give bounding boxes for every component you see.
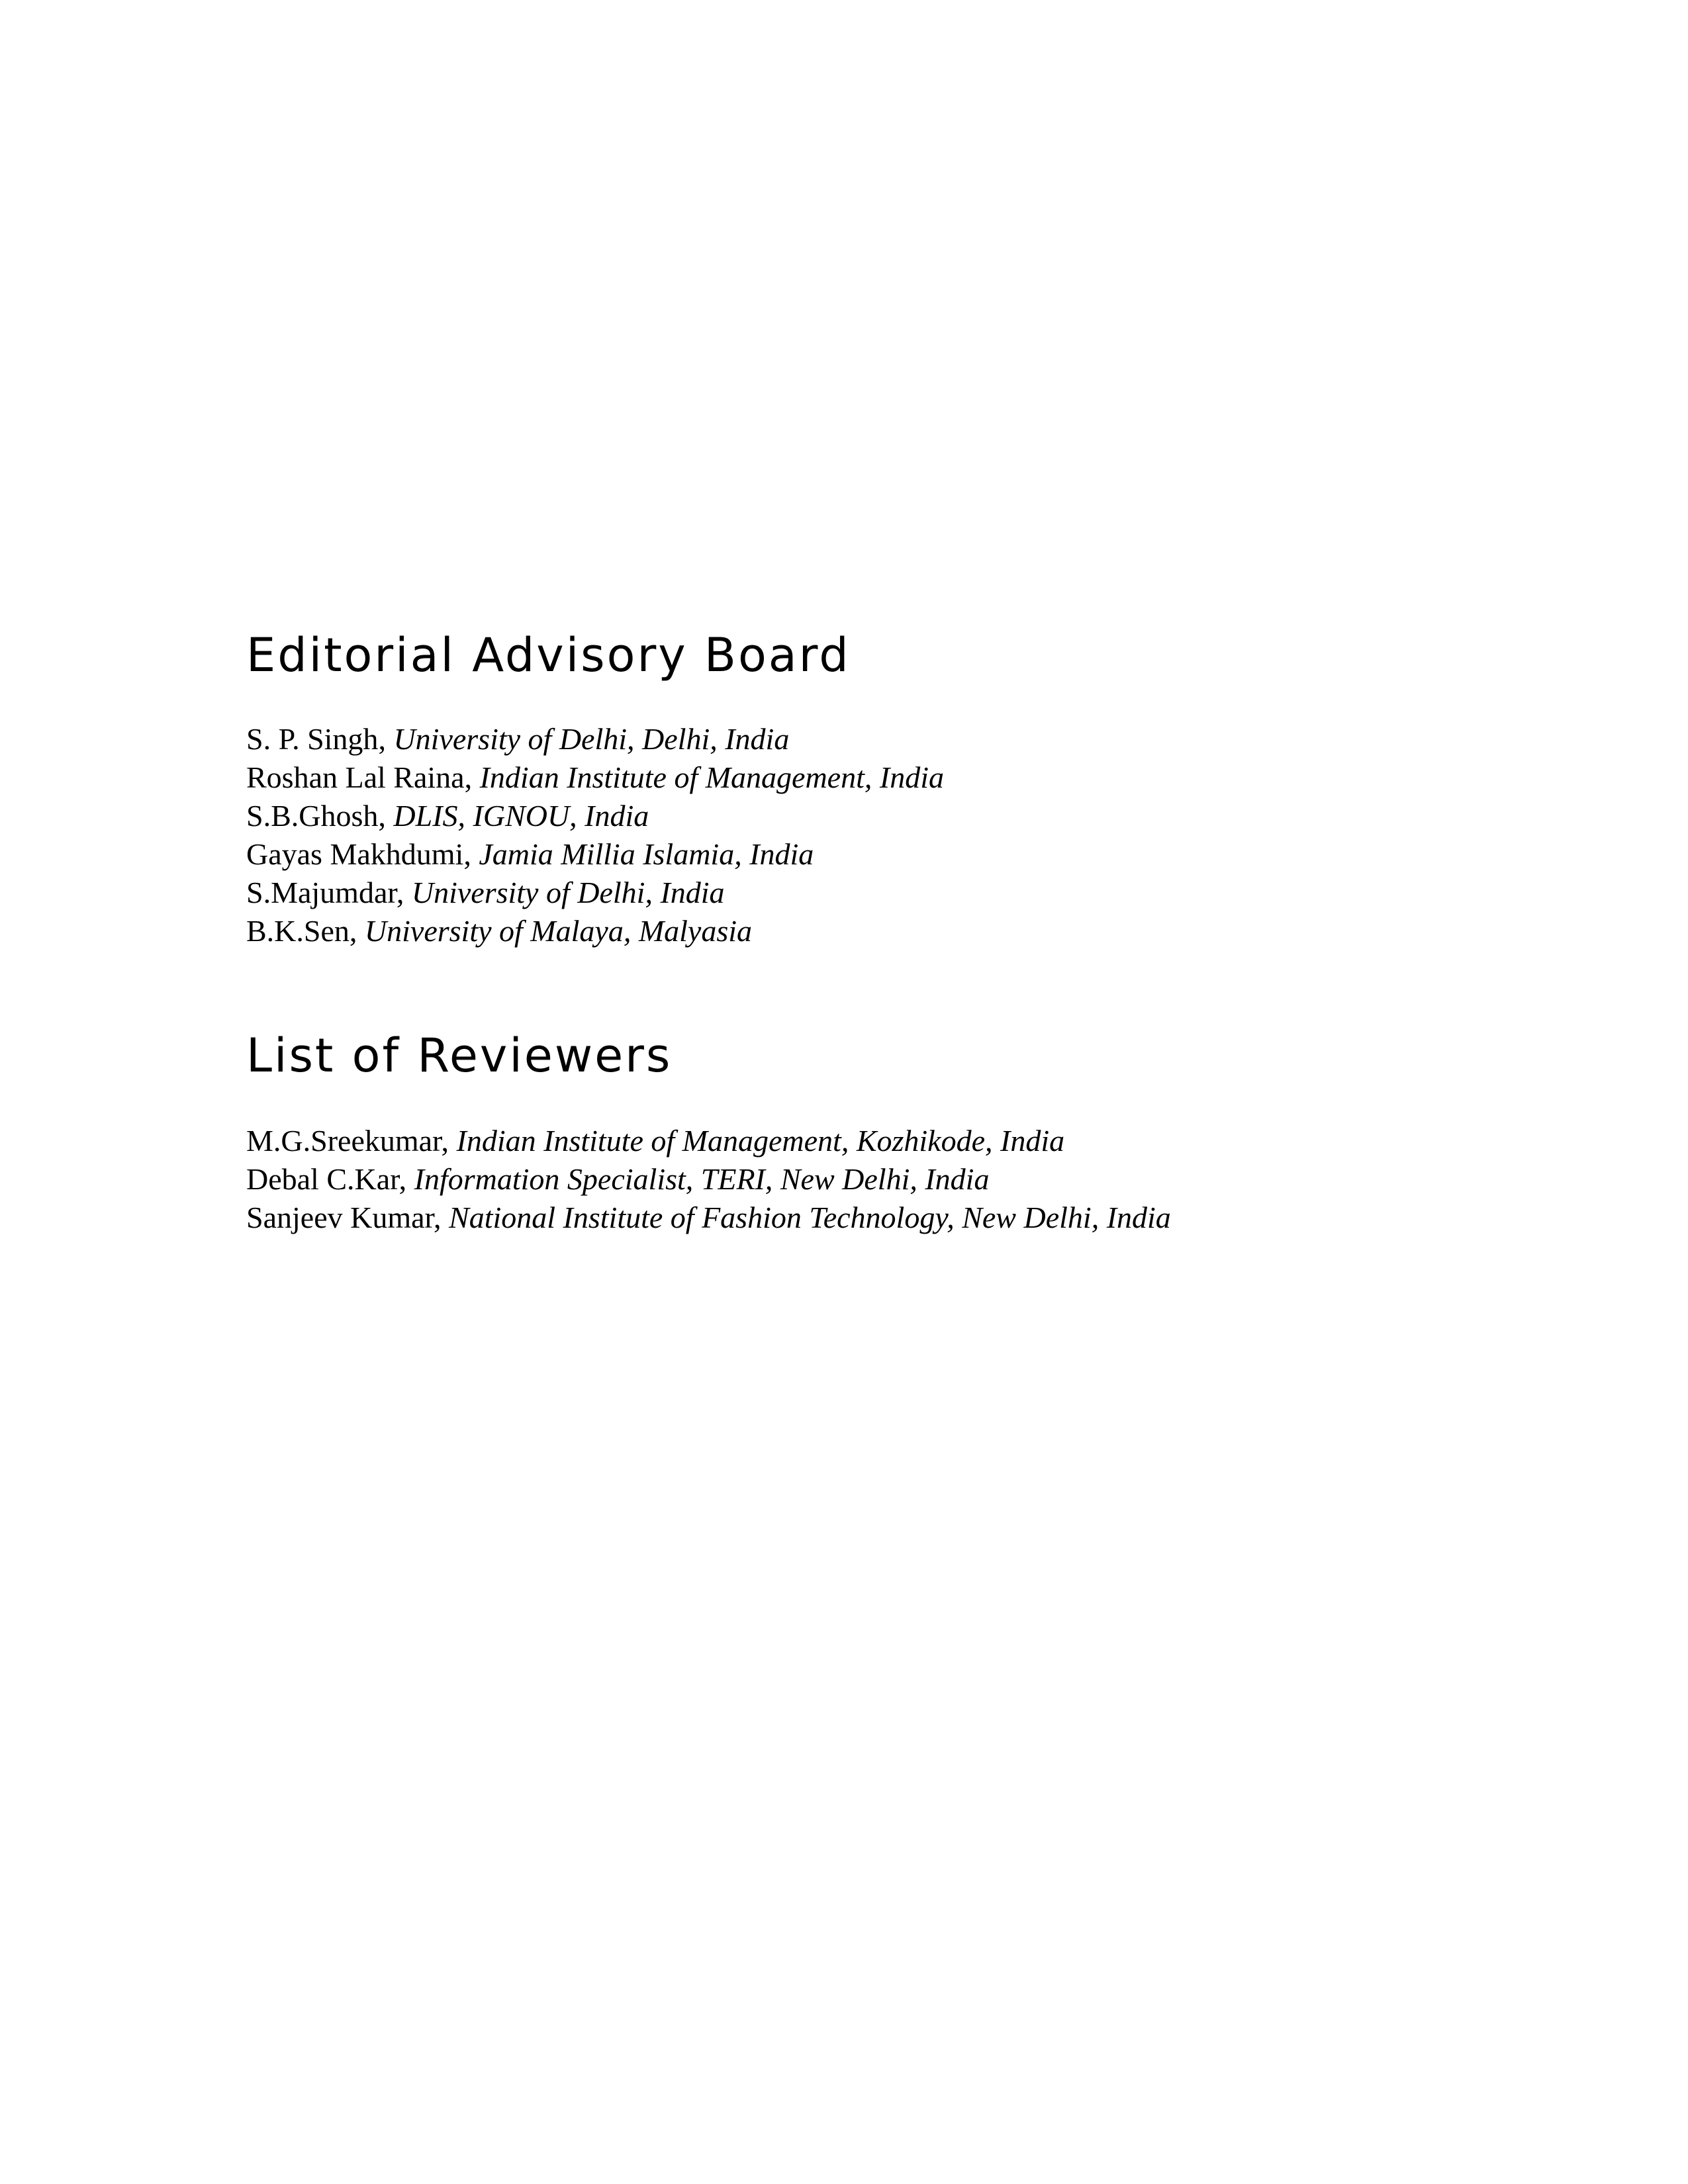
editorial-advisory-board-section (246, 622, 1570, 950)
reviewers-heading: List of Reviewers (246, 1028, 673, 1083)
list-item: M.G.Sreekumar, Indian Institute of Management, Kozhikode, India (246, 1124, 1065, 1158)
reviewers-list (246, 1122, 1570, 1237)
editorial-advisory-board-heading: Editorial Advisory Board (246, 628, 851, 682)
member-name: S.B.Ghosh (246, 799, 379, 833)
advisory-board-list (246, 720, 1570, 950)
member-affiliation: University of Malaya, Malyasia (364, 914, 753, 948)
list-item: S. P. Singh, University of Delhi, Delhi, India (246, 722, 790, 756)
member-name: Roshan Lal Raina (246, 760, 465, 794)
member-affiliation: DLIS, IGNOU, India (393, 799, 649, 833)
reviewer-affiliation: National Institute of Fashion Technology, New Delhi, India (449, 1201, 1171, 1234)
member-affiliation: Indian Institute of Management, India (479, 760, 944, 794)
reviewer-name: Sanjeev Kumar (246, 1201, 434, 1234)
member-name: Gayas Makhdumi (246, 837, 464, 871)
list-item: Sanjeev Kumar, National Institute of Fashion Technology, New Delhi, India (246, 1201, 1171, 1234)
reviewer-name: Debal C.Kar (246, 1162, 399, 1196)
member-name: S. P. Singh (246, 722, 379, 756)
list-item: S.B.Ghosh, DLIS, IGNOU, India (246, 799, 649, 833)
member-affiliation: Jamia Millia Islamia, India (479, 837, 814, 871)
reviewers-section (246, 1023, 1570, 1237)
member-name: S.Majumdar (246, 876, 397, 909)
list-item: Roshan Lal Raina, Indian Institute of Management, India (246, 760, 944, 794)
member-name: B.K.Sen (246, 914, 350, 948)
member-affiliation: University of Delhi, India (411, 876, 725, 909)
reviewer-name: M.G.Sreekumar (246, 1124, 442, 1158)
list-item: B.K.Sen, University of Malaya, Malyasia (246, 914, 753, 948)
list-item: Debal C.Kar, Information Specialist, TERI, New Delhi, India (246, 1162, 990, 1196)
reviewer-affiliation: Information Specialist, TERI, New Delhi, India (414, 1162, 990, 1196)
reviewer-affiliation: Indian Institute of Management, Kozhikode, India (456, 1124, 1065, 1158)
member-affiliation: University of Delhi, Delhi, India (393, 722, 790, 756)
list-item: Gayas Makhdumi, Jamia Millia Islamia, India (246, 837, 814, 871)
list-item: S.Majumdar, University of Delhi, India (246, 876, 725, 909)
